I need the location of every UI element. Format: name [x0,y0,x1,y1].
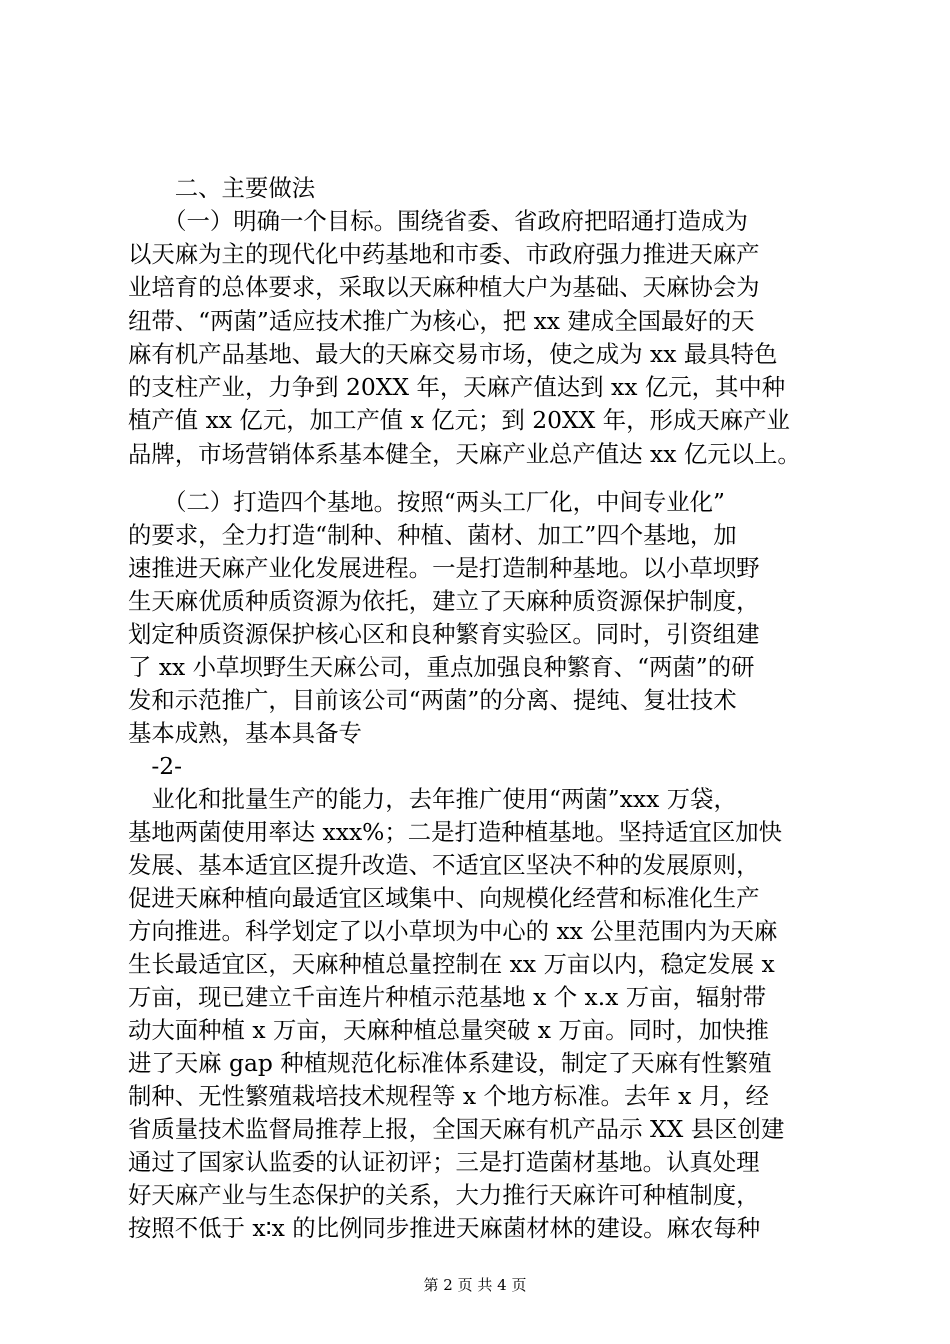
text-line: 以天麻为主的现代化中药基地和市委、市政府强力推进天麻产 [128,240,760,268]
text-line: 发展、基本适宜区提升改造、不适宜区坚决不种的发展原则， [128,851,760,879]
text-line: 发和示范推广，目前该公司“两菌”的分离、提纯、复壮技术 [128,686,737,714]
text-line: 方向推进。科学划定了以小草坝为中心的 xx 公里范围内为天麻 [128,917,778,945]
text-line: 业化和批量生产的能力，去年推广使用“两菌”xxx 万袋， [128,785,737,813]
text-line: 业培育的总体要求，采取以天麻种植大户为基础、天麻协会为 [128,273,760,301]
page-footer: 第 2 页 共 4 页 [423,1276,527,1294]
text-line: 制种、无性繁殖栽培技术规程等 x 个地方标准。去年 x 月，经 [128,1082,769,1110]
text-line: （二）打造四个基地。按照“两头工厂化，中间专业化” [128,488,725,516]
text-line: 基地两菌使用率达 xxx%；二是打造种植基地。坚持适宜区加快 [128,818,782,846]
text-line: 了 xx 小草坝野生天麻公司，重点加强良种繁育、“两菌”的研 [128,653,755,681]
text-line: 的支柱产业，力争到 20XX 年，天麻产值达到 xx 亿元，其中种 [128,373,786,401]
text-line: 好天麻产业与生态保护的关系，大力推行天麻许可种植制度， [128,1181,760,1209]
text-line: 二、主要做法 [128,174,316,202]
page-number-inline: -2- [128,752,183,780]
text-line: 品牌，市场营销体系基本健全，天麻产业总产值达 xx 亿元以上。 [128,440,801,468]
text-line: 进了天麻 gap 种植规范化标准体系建设，制定了天麻有性繁殖 [128,1049,772,1077]
text-line: 麻有机产品基地、最大的天麻交易市场，使之成为 xx 最具特色 [128,340,778,368]
text-line: 省质量技术监督局推荐上报，全国天麻有机产品示 XX 县区创建 [128,1115,785,1143]
text-line: 基本成熟，基本具备专 [128,719,362,747]
text-line: 通过了国家认监委的认证初评；三是打造菌材基地。认真处理 [128,1148,760,1176]
text-line: 动大面种植 x 万亩，天麻种植总量突破 x 万亩。同时，加快推 [128,1016,769,1044]
text-line: 的要求，全力打造“制种、种植、菌材、加工”四个基地，加 [128,521,737,549]
text-line: 促进天麻种植向最适宜区域集中、向规模化经营和标准化生产 [128,884,760,912]
text-line: 划定种质资源保护核心区和良种繁育实验区。同时，引资组建 [128,620,760,648]
text-line: 万亩，现已建立千亩连片种植示范基地 x 个 x.x 万亩，辐射带 [128,983,767,1011]
text-line: 生天麻优质种质资源为依托，建立了天麻种质资源保护制度， [128,587,760,615]
text-line: 植产值 xx 亿元，加工产值 x 亿元；到 20XX 年，形成天麻产业 [128,406,790,434]
text-line: 按照不低于 x∶x 的比例同步推进天麻菌材林的建设。麻农每种 [128,1214,761,1242]
text-line: （一）明确一个目标。围绕省委、省政府把昭通打造成为 [128,207,748,235]
text-line: 纽带、“两菌”适应技术推广为核心，把 xx 建成全国最好的天 [128,307,755,335]
text-line: 生长最适宜区，天麻种植总量控制在 xx 万亩以内，稳定发展 x [128,950,775,978]
text-line: 速推进天麻产业化发展进程。一是打造制种基地。以小草坝野 [128,554,760,582]
